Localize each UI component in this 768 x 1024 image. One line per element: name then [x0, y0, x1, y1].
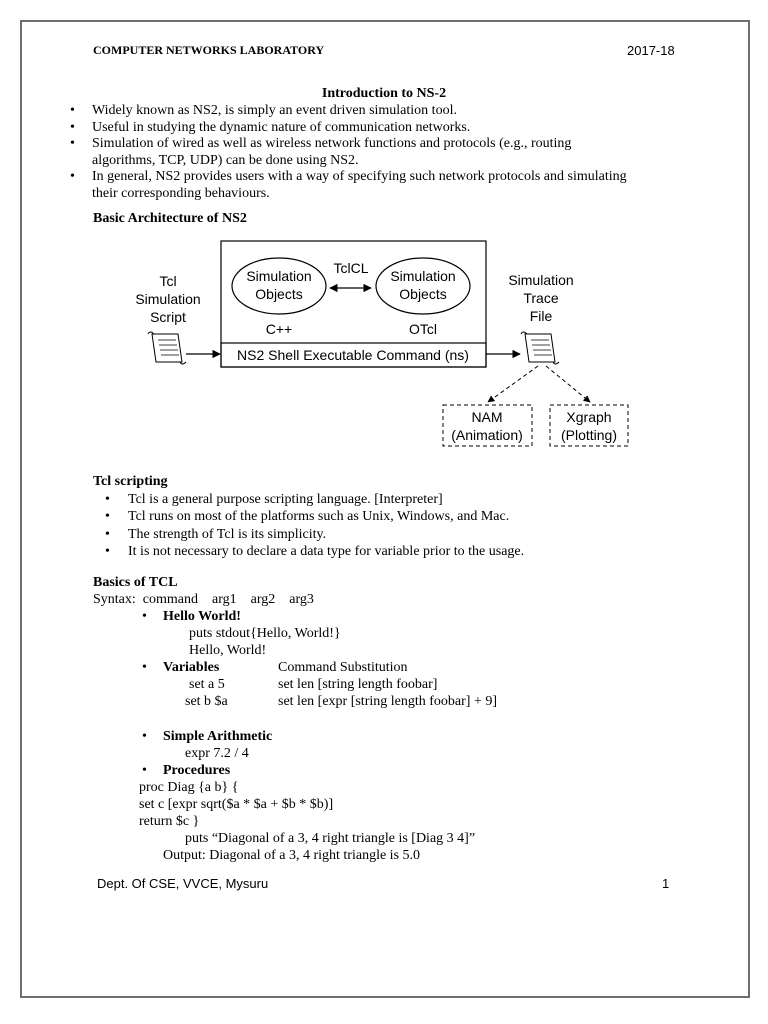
variables-heading: Variables — [163, 660, 220, 675]
tcl-scripting-heading: Tcl scripting — [93, 474, 168, 489]
intro-bullet: • In general, NS2 provides users with a way of specifying such network protocols and simulating — [68, 169, 688, 186]
trace-file-line3: File — [529, 308, 553, 324]
intro-bullet-list — [68, 103, 688, 202]
sim-objects-left-line1: Simulation — [246, 268, 312, 284]
footer-department: Dept. Of CSE, VVCE, Mysuru — [97, 876, 269, 891]
sim-objects-right-line2: Objects — [399, 286, 447, 302]
basics-heading: Basics of TCL — [93, 575, 178, 590]
hello-world-output: Hello, World! — [189, 643, 267, 658]
var-set-a: set a 5 — [189, 677, 225, 692]
sub-expr-length: set len [expr [string length foobar] + 9] — [278, 694, 497, 709]
intro-bullet-continuation-text: their corresponding behaviours. — [92, 185, 270, 201]
bullet-dot: • — [142, 729, 147, 744]
sim-objects-left-line2: Objects — [255, 286, 303, 302]
tcl-script-line1: Tcl — [159, 273, 177, 289]
tclcl-label: TclCL — [333, 260, 369, 276]
xgraph-label-line1: Xgraph — [566, 409, 612, 425]
hello-world-code: puts stdout{Hello, World!} — [189, 626, 341, 641]
proc-output: Output: Diagonal of a 3, 4 right triangle is 5.0 — [163, 848, 421, 863]
sub-string-length: set len [string length foobar] — [278, 677, 438, 692]
xgraph-label-line2: (Plotting) — [560, 427, 618, 443]
proc-line-4: puts “Diagonal of a 3, 4 right triangle is [Diag 3 4]” — [185, 831, 476, 846]
tcl-script-line3: Script — [150, 309, 186, 325]
ns2-architecture-diagram — [128, 236, 648, 454]
shell-command-label: NS2 Shell Executable Command (ns) — [237, 347, 469, 363]
nam-label-line2: (Animation) — [451, 427, 523, 443]
architecture-heading: Basic Architecture of NS2 — [93, 211, 247, 226]
tcl-scripting-item: • Tcl runs on most of the platforms such as Unix, Windows, and Mac. — [104, 508, 524, 525]
intro-bullet-continuation — [68, 186, 688, 203]
tcl-scripting-item: • It is not necessary to declare a data type for variable prior to the usage. — [104, 543, 524, 560]
tcl-script-line2: Simulation — [135, 291, 201, 307]
sim-objects-right-line1: Simulation — [390, 268, 456, 284]
header-year: 2017-18 — [627, 43, 675, 58]
tcl-scripting-item: • The strength of Tcl is its simplicity. — [104, 526, 524, 543]
tcl-scripting-item: • Tcl is a general purpose scripting language. [Interpreter] — [104, 491, 524, 508]
arithmetic-heading: Simple Arithmetic — [163, 729, 273, 744]
procedures-heading: Procedures — [163, 763, 231, 778]
arithmetic-code: expr 7.2 / 4 — [185, 746, 249, 761]
proc-line-2: set c [expr sqrt($a * $a + $b * $b)] — [139, 797, 334, 812]
otcl-label: OTcl — [409, 321, 437, 337]
intro-bullet: • Useful in studying the dynamic nature of communication networks. — [68, 120, 688, 137]
trace-scroll-icon — [521, 332, 559, 364]
proc-line-3: return $c } — [139, 814, 200, 829]
bullet-dot: • — [142, 609, 147, 624]
page-title: Introduction to NS-2 — [321, 86, 447, 101]
cpp-label: C++ — [265, 321, 293, 337]
header-course: COMPUTER NETWORKS LABORATORY — [93, 43, 325, 57]
var-set-b: set b $a — [185, 694, 228, 709]
trace-to-xgraph-arrow — [546, 366, 590, 402]
trace-file-line2: Trace — [523, 290, 559, 306]
command-substitution-heading: Command Substitution — [278, 660, 408, 675]
intro-bullet: • Widely known as NS2, is simply an event driven simulation tool. — [68, 103, 688, 120]
bullet-dot: • — [142, 763, 147, 778]
trace-to-nam-arrow — [488, 366, 538, 402]
nam-label-line1: NAM — [471, 409, 503, 425]
bullet-dot: • — [142, 660, 147, 675]
hello-world-heading: Hello World! — [163, 609, 241, 624]
proc-line-1: proc Diag {a b} { — [139, 780, 239, 795]
script-scroll-icon — [148, 332, 186, 364]
intro-bullet-continuation — [68, 153, 688, 170]
tcl-scripting-list — [104, 491, 524, 561]
intro-bullet-continuation-text: algorithms, TCP, UDP) can be done using NS2. — [92, 152, 359, 168]
footer-page-number: 1 — [662, 876, 670, 891]
intro-bullet: • Simulation of wired as well as wireless network functions and protocols (e.g., routing — [68, 136, 688, 153]
trace-file-line1: Simulation — [508, 272, 574, 288]
syntax-line: Syntax: command arg1 arg2 arg3 — [93, 592, 314, 607]
